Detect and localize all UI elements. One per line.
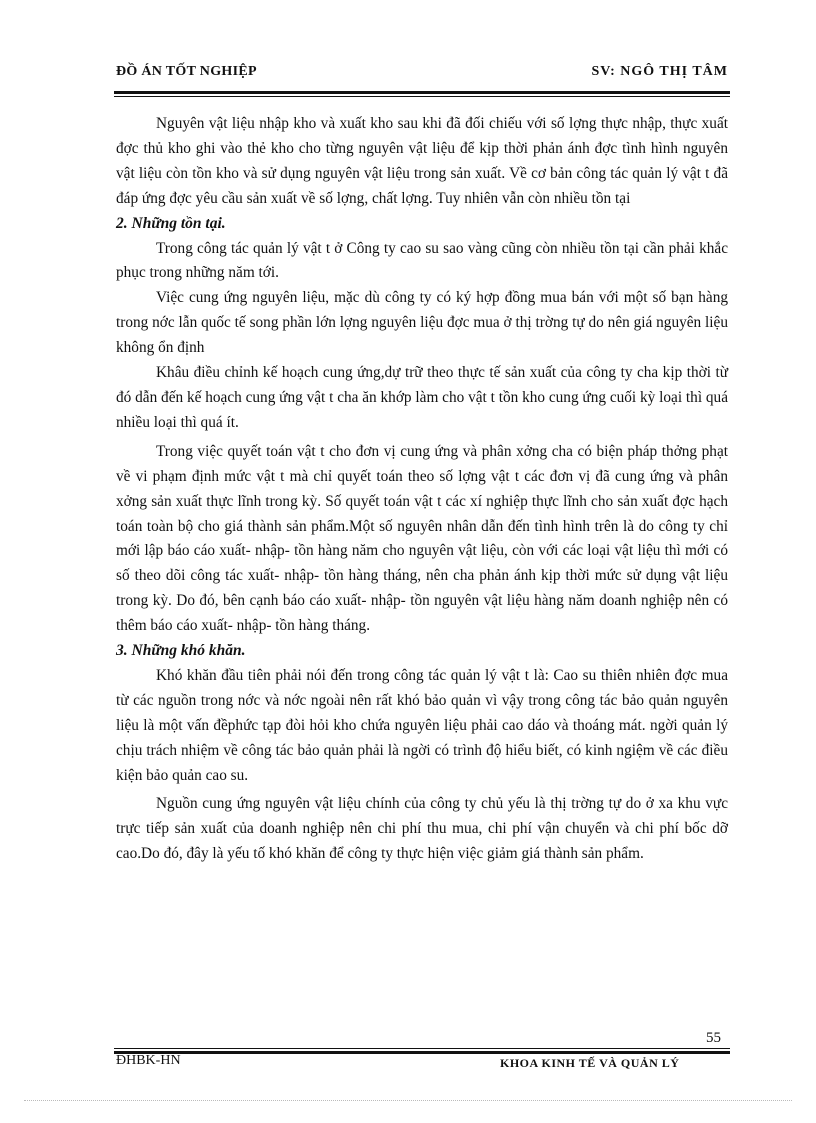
footer-rule-thin <box>114 1048 730 1049</box>
footer-faculty: KHOA KINH TẾ VÀ QUẢN LÝ <box>500 1056 680 1070</box>
section-heading: 3. Những khó khăn. <box>116 642 246 660</box>
paragraph: Khó khăn đầu tiên phải nói đến trong công tác quản lý vật t là: Cao su thiên nhiên đợc mua từ các nguồn trong nớc và nớc ngoài nên rất khó bảo quản vì vậy trong công tác bảo quản nguyên liệu là một vấn đềphức tạp đòi hỏi kho chứa nguyên liệu phải cao dáo và thoáng mát. ngời quản lý chịu trách nhiệm về công tác bảo quản phải là ngời có trình độ hiểu biết, có kinh ngiệm về các điều kiện bảo quản cao su. <box>116 666 728 784</box>
page-number: 55 <box>706 1030 721 1046</box>
paragraph: Nguyên vật liệu nhập kho và xuất kho sau khi đã đối chiếu với số lợng thực nhập, thực xuất đợc thủ kho ghi vào thẻ kho cho từng nguyên vật liệu để kịp thời phản ánh đợc tình hình nguyên vật liệu còn tồn kho và sử dụng nguyên vật liệu trong sản xuất. Về cơ bản công tác quản lý vật t đã đáp ứng đợc yêu cầu sản xuất về số lợng, chất lợng. Tuy nhiên vẫn còn nhiều tồn tại <box>116 115 728 207</box>
header-rule-thin <box>114 96 730 97</box>
paragraph: Trong việc quyết toán vật t cho đơn vị cung ứng và phân xởng cha có biện pháp thởng phạt về vi phạm định mức vật t mà chỉ quyết toán theo số lợng vật t các đơn vị đã cung ứng và phân xởng sản xuất thực lĩnh trong kỳ. Số quyết toán vật t các xí nghiệp thực lĩnh cho sản xuất đợc hạch toán toàn bộ cho giá thành sản phẩm.Một số nguyên nhân dẫn đến tình hình trên là do công ty chỉ mới lập báo cáo xuất- nhập- tồn hàng năm cho nguyên vật liệu, còn với các loại vật liệu thì mới có số theo dõi công tác xuất- nhập- tồn hàng tháng, nên cha phản ánh kịp thời mức sử dụng vật liệu trong kỳ. Do đó, bên cạnh báo cáo xuất- nhập- tồn nguyên vật liệu hàng năm doanh nghiệp nên có thêm báo cáo xuất- nhập- tồn hàng tháng. <box>116 442 728 635</box>
header-student: SV: NGÔ THỊ TÂM <box>591 64 728 79</box>
header-rule-thick <box>114 91 730 94</box>
footer-school: ĐHBK-HN <box>116 1053 181 1068</box>
paragraph: Trong công tác quản lý vật t ở Công ty cao su sao vàng cũng còn nhiều tồn tại cần phải khắc phục trong những năm tới. <box>116 239 728 282</box>
section-heading: 2. Những tồn tại. <box>116 214 226 232</box>
paragraph: Nguồn cung ứng nguyên vật liệu chính của công ty chủ yếu là thị trờng tự do ở xa khu vực trực tiếp sản xuất của doanh nghiệp nên chi phí thu mua, chi phí vận chuyển và chi phí bốc dỡ cao.Do đó, đây là yếu tố khó khăn để công ty thực hiện việc giảm giá thành sản phẩm. <box>116 795 728 863</box>
page-edge-dotted-line <box>24 1100 792 1101</box>
paragraph: Khâu điều chỉnh kế hoạch cung ứng,dự trữ theo thực tế sản xuất của công ty cha kịp thời từ đó dẫn đến kế hoạch cung ứng vật t cha ăn khớp làm cho vật t tồn kho cung ứng cuối kỳ loại thì quá nhiều loại thì quá ít. <box>116 364 728 431</box>
footer-rule-thick <box>114 1051 730 1054</box>
page-header <box>116 64 728 86</box>
paragraph: Việc cung ứng nguyên liệu, mặc dù công ty có ký hợp đồng mua bán với một số bạn hàng trong nớc lẫn quốc tế song phần lớn lợng nguyên liệu đợc mua ở thị trờng tự do nên giá nguyên liệu không ổn định <box>116 289 728 357</box>
header-title: ĐỒ ÁN TỐT NGHIỆP <box>116 64 257 79</box>
page-body <box>116 112 728 867</box>
